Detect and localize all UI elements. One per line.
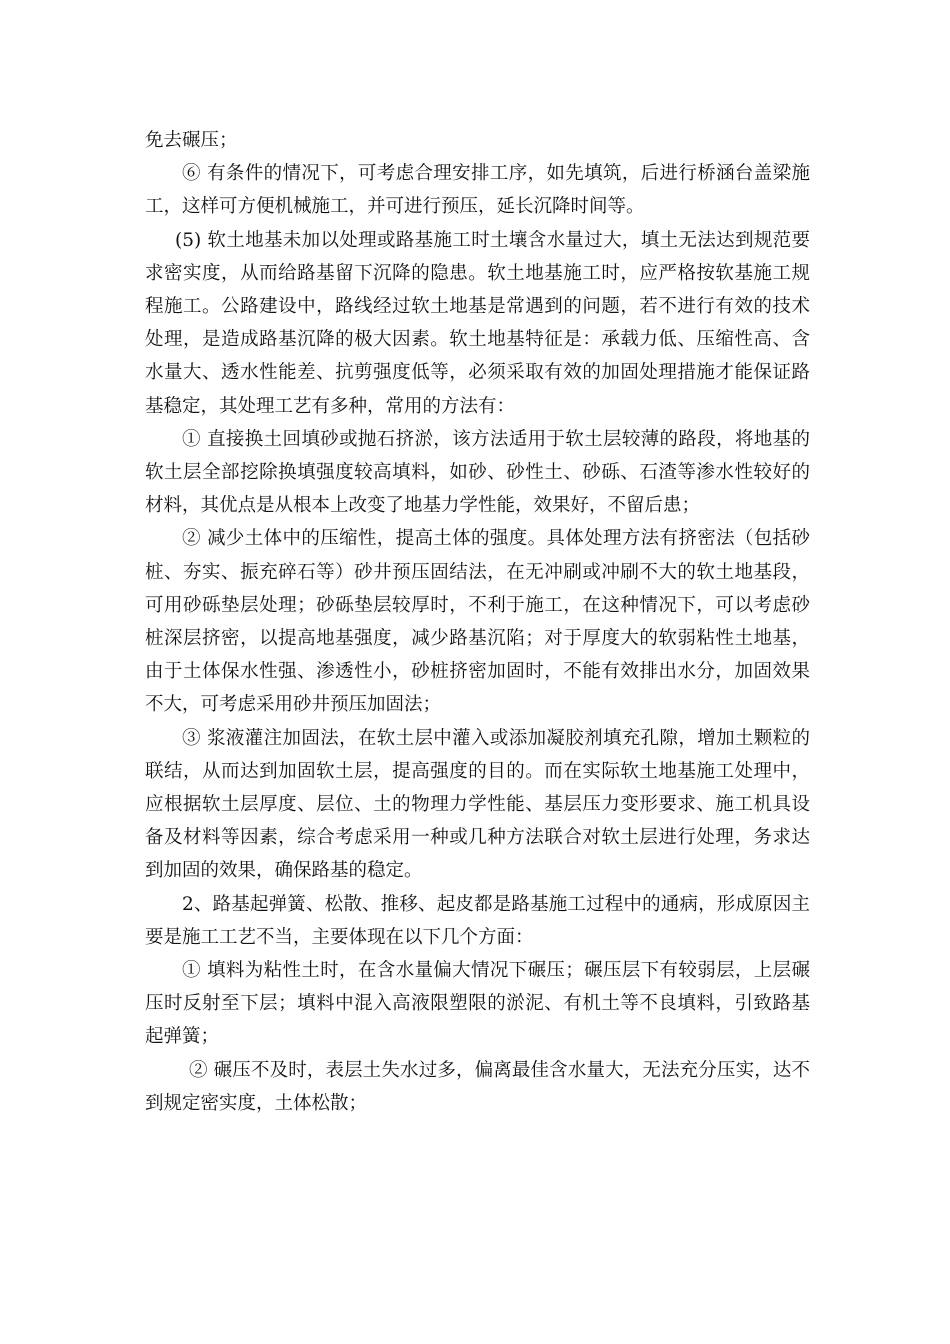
- paragraph-method-1: ① 直接换土回填砂或抛石挤淤，该方法适用于软土层较薄的路段，将地基的软土层全部挖除换填强度较高填料，如砂、砂性土、砂砾、石渣等渗水性较好的材料，其优点是从根本上改变了地基力学性能，效果好，不留后患；: [145, 428, 810, 517]
- paragraph-continuation: 免去碾压；: [145, 130, 238, 151]
- paragraph-section-2: 2、路基起弹簧、松散、推移、起皮都是路基施工过程中的通病，形成原因主要是施工工艺不当，主要体现在以下几个方面：: [145, 893, 810, 948]
- paragraph-cause-1: ① 填料为粘性土时，在含水量偏大情况下碾压；碾压层下有较弱层，上层碾压时反射至下层；填料中混入高液限塑限的淤泥、有机土等不良填料，引致路基起弹簧；: [145, 960, 810, 1048]
- paragraph-method-2: ② 减少土体中的压缩性，提高土体的强度。具体处理方法有挤密法（包括砂桩、夯实、振充碎石等）砂井预压固结法，在无冲刷或冲刷不大的软土地基段，可用砂砾垫层处理；砂砾垫层较厚时，不利于施工，在这种情况下，可以考虑砂桩深层挤密，以提高地基强度，减少路基沉陷；对于厚度大的软弱粘性土地基，由于土体保水性强、渗透性小，砂桩挤密加固时，不能有效排出水分，加固效果不大，可考虑采用砂井预压加固法；: [145, 528, 810, 716]
- paragraph-method-3: ③ 浆液灌注加固法，在软土层中灌入或添加凝胶剂填充孔隙，增加土颗粒的联结，从而达到加固软土层，提高强度的目的。而在实际软土地基施工处理中，应根据软土层厚度、层位、土的物理力学性能、基层压力变形要求、施工机具设备及材料等因素，综合考虑采用一种或几种方法联合对软土层进行处理，务求达到加固的效果，确保路基的稳定。: [145, 727, 810, 882]
- paragraph-section-5: (5) 软土地基未加以处理或路基施工时土壤含水量过大，填土无法达到规范要求密实度，从而给路基留下沉降的隐患。软土地基施工时，应严格按软基施工规程施工。公路建设中，路线经过软土地基是常遇到的问题，若不进行有效的技术处理，是造成路基沉降的极大因素。软土地基特征是：承载力低、压缩性高、含水量大、透水性能差、抗剪强度低等，必须采取有效的加固处理措施才能保证路基稳定，其处理工艺有多种，常用的方法有：: [145, 229, 810, 417]
- document-body: [145, 124, 810, 1120]
- paragraph-item-6: ⑥ 有条件的情况下，可考虑合理安排工序，如先填筑，后进行桥涵台盖梁施工，这样可方便机械施工，并可进行预压，延长沉降时间等。: [145, 163, 810, 218]
- paragraph-cause-2: ② 碾压不及时，表层土失水过多，偏离最佳含水量大，无法充分压实，达不到规定密实度，土体松散；: [145, 1059, 810, 1114]
